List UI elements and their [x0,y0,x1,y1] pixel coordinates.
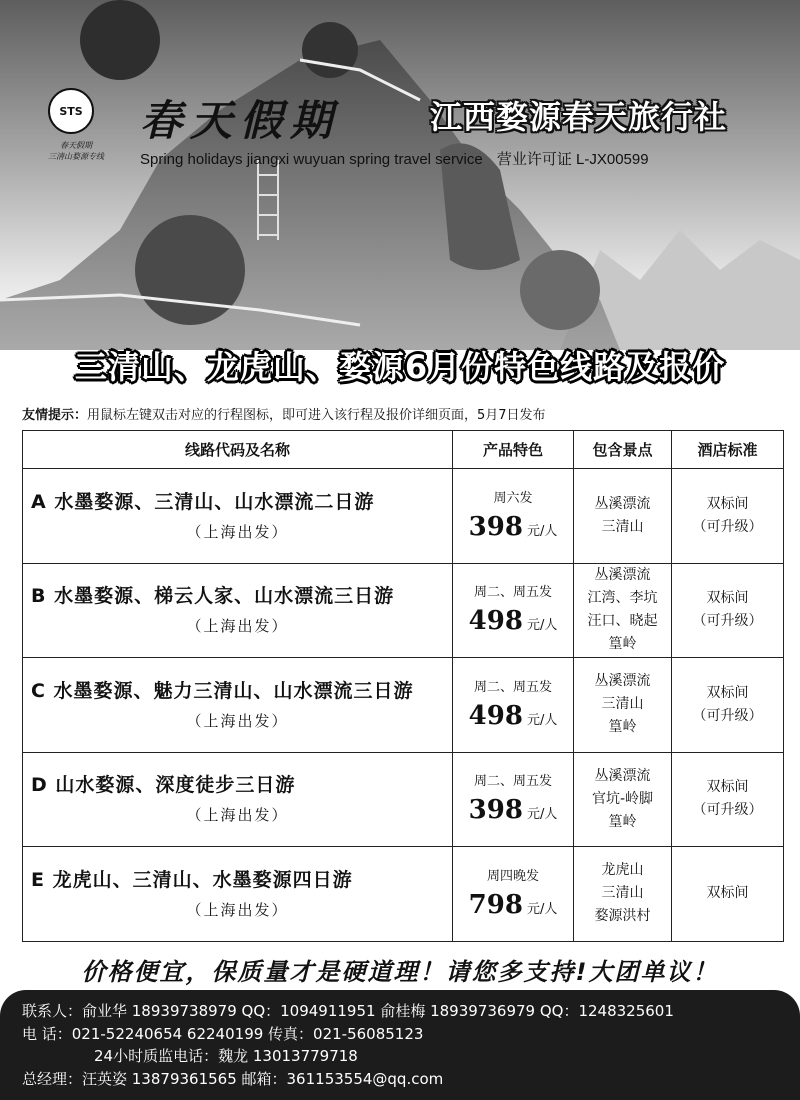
route-departure: （上海出发） [186,522,289,541]
feature-cell [453,469,574,564]
contact-footer [0,990,800,1100]
hotel-item: （可升级） [692,707,763,724]
header-spots: 包含景点 [574,431,672,469]
route-departure: （上海出发） [186,900,289,919]
departure-days: 周六发 [493,490,533,506]
table-header-row [23,431,784,469]
feature-cell [453,847,574,942]
spot-item: 篁岭 [608,719,637,736]
spot-item: 三清山 [601,518,644,535]
logo-caption [30,140,122,162]
company-name: 江西婺源春天旅行社 [430,98,728,136]
departure-days: 周二、周五发 [473,774,552,790]
route-cell[interactable] [23,752,453,847]
tagline-english: Spring holidays jiangxi wuyuan spring travel service [140,151,483,168]
page-title: 三清山、龙虎山、婺源6月份特色线路及报价 [74,348,726,386]
price-unit: 元/人 [526,807,558,823]
table-row[interactable] [23,752,784,847]
hotel-cell [672,469,784,564]
hotel-item: 双标间 [706,885,749,902]
contact-line-2: 电 话：021-52240654 62240199 传真：021-56085123 [22,1024,424,1043]
price-unit: 元/人 [526,618,558,634]
header-route: 线路代码及名称 [23,431,453,469]
header-hotel: 酒店标准 [672,431,784,469]
table-row[interactable] [23,847,784,942]
route-name[interactable]: E 龙虎山、三清山、水墨婺源四日游 [31,868,353,891]
table-row[interactable] [23,469,784,564]
mountain-scenery [0,0,800,350]
friendly-tip [22,404,546,423]
route-cell[interactable] [23,563,453,658]
logo-text: STS [59,104,83,118]
spot-item: 江湾、李坑 [587,590,658,607]
spot-item: 篁岭 [608,813,637,830]
contact-line-3: 24小时质监电话：魏龙 13013779718 [94,1047,358,1065]
spots-cell [574,847,672,942]
feature-cell [453,752,574,847]
route-departure: （上海出发） [186,617,289,636]
hotel-item: （可升级） [692,613,763,630]
tagline [140,148,649,169]
logo-caption-line2: 三清山婺源专线 [48,152,104,161]
spots-cell [574,752,672,847]
license-number: 营业许可证 L-JX00599 [496,151,649,168]
route-cell[interactable] [23,469,453,564]
price-unit: 元/人 [526,523,558,539]
slogan: 价格便宜，保质量才是硬道理！请您多支持!大团单议！ [81,958,719,986]
spot-item: 丛溪漂流 [594,567,651,584]
price: 398 [468,511,523,542]
route-name[interactable]: C 水墨婺源、魅力三清山、山水漂流三日游 [31,679,414,702]
departure-days: 周二、周五发 [473,585,552,601]
feature-cell [453,563,574,658]
company-logo [48,88,94,134]
header-feature: 产品特色 [453,431,574,469]
hotel-item: 双标间 [706,684,749,701]
route-name[interactable]: B 水墨婺源、梯云人家、山水漂流三日游 [31,585,395,608]
spot-item: 汪口、晓起 [587,613,658,630]
spot-item: 篁岭 [608,636,637,653]
tip-text: 用鼠标左键双击对应的行程图标，即可进入该行程及报价详细页面，5月7日发布 [87,408,546,423]
hotel-item: （可升级） [692,802,763,819]
routes-table [22,430,784,942]
spot-item: 三清山 [601,885,644,902]
route-name[interactable]: A 水墨婺源、三清山、山水漂流二日游 [31,490,375,513]
hotel-item: 双标间 [706,590,749,607]
price: 498 [468,700,523,731]
hotel-item: 双标间 [706,779,749,796]
route-cell[interactable] [23,658,453,753]
contact-line-1: 联系人：俞业华 18939738979 QQ：1094911951 俞桂梅 18939736979 QQ：1248325601 [22,1002,674,1020]
spot-item: 丛溪漂流 [594,495,651,512]
spots-cell [574,469,672,564]
price: 398 [468,795,523,826]
tip-label: 友情提示： [22,408,88,423]
spot-item: 龙虎山 [601,862,644,879]
departure-days: 周四晚发 [486,868,539,884]
route-name[interactable]: D 山水婺源、深度徒步三日游 [31,774,296,797]
spots-cell [574,563,672,658]
spot-item: 丛溪漂流 [594,673,651,690]
header-photo [0,0,800,350]
table-row[interactable] [23,563,784,658]
departure-days: 周二、周五发 [473,679,552,695]
route-departure: （上海出发） [186,806,289,825]
spots-cell [574,658,672,753]
price-unit: 元/人 [526,901,558,917]
spot-item: 婺源洪村 [594,908,651,925]
hotel-item: 双标间 [706,495,749,512]
spot-item: 丛溪漂流 [594,767,651,784]
spot-item: 官坑-岭脚 [591,790,654,807]
hotel-cell [672,847,784,942]
price: 798 [468,889,523,920]
spot-item: 三清山 [601,696,644,713]
hotel-cell [672,752,784,847]
logo-caption-line1: 春天假期 [60,141,92,150]
table-row[interactable] [23,658,784,753]
hotel-cell [672,563,784,658]
price-unit: 元/人 [526,712,558,728]
route-cell[interactable] [23,847,453,942]
feature-cell [453,658,574,753]
contact-line-4: 总经理：汪英姿 13879361565 邮箱：361153554@qq.com [22,1069,444,1088]
route-departure: （上海出发） [186,711,289,730]
hotel-item: （可升级） [692,518,763,535]
price: 498 [468,606,523,637]
hotel-cell [672,658,784,753]
brand-name: 春天假期 [140,96,341,145]
